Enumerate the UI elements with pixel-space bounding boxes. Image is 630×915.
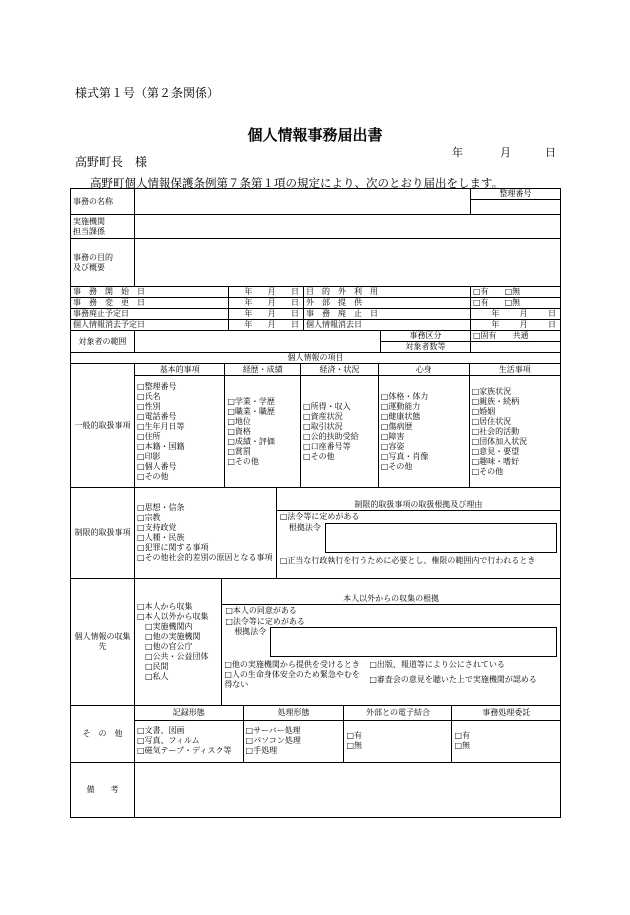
checkbox-item[interactable]: □ 社会的活動: [472, 427, 558, 437]
checkbox-item[interactable]: □ 写真、フィルム: [137, 736, 241, 746]
checkbox-item[interactable]: □ 団体加入状況: [472, 437, 558, 447]
office-name-field[interactable]: [135, 189, 471, 215]
checkbox-item[interactable]: □ その他社会的差別の原因となる事項: [137, 553, 274, 563]
intro-text: 高野町個人情報保護条例第７条第１項の規定により、次のとおり届出をします。: [90, 176, 504, 190]
checkbox-item[interactable]: □ 障害: [381, 432, 467, 442]
record-list: [135, 720, 243, 762]
checkbox-item[interactable]: □ 審査会の意見を聴いた上で実施機関が認める: [367, 670, 560, 690]
restricted-basis-header: 制限的取扱事項の取扱根拠及び理由: [277, 500, 560, 511]
col-external: 外部との電子結合: [344, 706, 452, 720]
delete-date-field[interactable]: 年 月 日: [471, 320, 561, 331]
checkbox-item[interactable]: □ 文書、図画: [137, 726, 241, 736]
checkbox-item[interactable]: □ 民間: [137, 662, 219, 672]
checkbox-item[interactable]: □ 氏名: [137, 392, 222, 402]
checkbox-item[interactable]: □ 資産状況: [303, 412, 376, 422]
checkbox-item[interactable]: □ 趣味・嗜好: [472, 457, 558, 467]
agency-label: 実施機関 担当課係: [71, 215, 135, 239]
col-outsource: 事務処理委託: [452, 706, 560, 720]
agency-field[interactable]: [135, 215, 561, 239]
checkbox-item[interactable]: □ その他: [381, 462, 467, 472]
restricted-list: [135, 488, 276, 578]
checkbox-item[interactable]: □ 運動能力: [381, 402, 467, 412]
checkbox-item[interactable]: □ 公共・公益団体: [137, 652, 219, 662]
checkbox-item[interactable]: □ 磁気テープ・ディスク等: [137, 746, 241, 756]
change-date-field[interactable]: 年 月 日: [229, 298, 304, 309]
checkbox-item[interactable]: □ 性別: [137, 402, 222, 412]
remarks-field[interactable]: [135, 763, 561, 818]
abolish-date-field[interactable]: 年 月 日: [471, 309, 561, 320]
checkbox-item[interactable]: □ その他: [227, 457, 298, 467]
checkbox-item[interactable]: □ 居住状況: [472, 417, 558, 427]
basis-law-label: 根拠法令: [288, 523, 321, 532]
restricted-section: [135, 488, 561, 579]
checkbox-item[interactable]: □ 職業・職歴: [227, 407, 298, 417]
checkbox-item[interactable]: □ 賞罰: [227, 447, 298, 457]
checkbox-item[interactable]: □ 手処理: [246, 746, 342, 756]
checkbox-item[interactable]: □ 健康状態: [381, 412, 467, 422]
outside-use-field[interactable]: □ 有 □ 無: [471, 287, 561, 298]
delete-label: 個人情報消去日: [304, 320, 471, 331]
life-list: [469, 376, 560, 487]
subject-range-field[interactable]: [135, 331, 381, 353]
external-list: [344, 720, 452, 762]
outsource-list: [452, 720, 560, 762]
checkbox-item[interactable]: □ 無: [346, 741, 449, 751]
restricted-basis: [276, 488, 560, 578]
checkbox-item[interactable]: □ 個人番号: [137, 462, 222, 472]
checkbox-item[interactable]: □ 容姿: [381, 442, 467, 452]
checkbox-item[interactable]: □ 家族状況: [472, 387, 558, 397]
basis-law-label: 根拠法令: [234, 627, 267, 636]
start-date-field[interactable]: 年 月 日: [229, 287, 304, 298]
start-label: 事 務 開 始 日: [71, 287, 229, 298]
general-label: 一般的取扱事項: [71, 364, 135, 488]
collection-basis: [222, 579, 560, 705]
col-basic: 基本的事項: [135, 364, 225, 376]
checkbox-item[interactable]: □ 犯罪に関する事項: [137, 543, 274, 553]
checkbox-item[interactable]: □ 整理番号: [137, 382, 222, 392]
checkbox-item[interactable]: □ 傷病歴: [381, 422, 467, 432]
reg-number-cell[interactable]: [471, 189, 561, 215]
checkbox-item[interactable]: □ 本籍・国籍: [137, 442, 222, 452]
col-mind-body: 心身: [378, 364, 469, 376]
registration-form: [70, 188, 561, 818]
checkbox-item[interactable]: □ 生年月日等: [137, 422, 222, 432]
subject-range-label: 対象者の範囲: [71, 331, 135, 353]
checkbox-item[interactable]: □ 印影: [137, 452, 222, 462]
checkbox-item[interactable]: □ 住所: [137, 432, 222, 442]
checkbox-item[interactable]: □ 他の実施機関: [137, 632, 219, 642]
basis-law-field[interactable]: [270, 627, 557, 657]
collection-basis-header: 本人以外からの収集の根拠: [222, 594, 560, 605]
checkbox-item[interactable]: □ 資格: [227, 427, 298, 437]
checkbox-item[interactable]: □ 成績・評価: [227, 437, 298, 447]
checkbox-item[interactable]: □ 支持政党: [137, 523, 274, 533]
economy-list: [301, 376, 379, 487]
checkbox-item[interactable]: □ 思想・信条: [137, 503, 274, 513]
external-provide-field[interactable]: □ 有 □ 無: [471, 298, 561, 309]
delete-plan-date-field[interactable]: 年 月 日: [229, 320, 304, 331]
purpose-label: 事務の目的 及び概要: [71, 239, 135, 287]
checkbox-item[interactable]: □ その他: [303, 452, 376, 462]
checkbox-item[interactable]: □ 地位: [227, 417, 298, 427]
purpose-field[interactable]: [135, 239, 561, 287]
checkbox-item[interactable]: □ 婚姻: [472, 407, 558, 417]
col-economy: 経済・状況: [301, 364, 379, 376]
checkbox-item[interactable]: □ 正当な行政執行を行うために必要とし、権限の範囲内で行われるとき: [277, 553, 560, 566]
col-career: 経歴・成績: [225, 364, 301, 376]
abolish-plan-label: 事務廃止予定日: [71, 309, 229, 320]
checkbox-item[interactable]: □ サーバー処理: [246, 726, 342, 736]
checkbox-item[interactable]: □ 無: [454, 741, 558, 751]
checkbox-item[interactable]: □ パソコン処理: [246, 736, 342, 746]
checkbox-item[interactable]: □ 口座番号等: [303, 442, 376, 452]
addressee: 高野町長 様: [75, 155, 148, 169]
checkbox-item[interactable]: □ 学業・学歴: [227, 397, 298, 407]
other-label: そ の 他: [71, 706, 135, 763]
checkbox-item[interactable]: □ 法令等に定めがある: [277, 511, 560, 523]
collection-label: 個人情報の収集先: [71, 579, 135, 706]
checkbox-item[interactable]: □ 本人の同意がある: [222, 605, 560, 617]
change-label: 事 務 変 更 日: [71, 298, 229, 309]
checkbox-item[interactable]: □ 他の実施機関から提供を受けるとき: [222, 660, 367, 670]
checkbox-item[interactable]: □ 本人以外から収集: [137, 612, 219, 622]
checkbox-item[interactable]: □ 法令等に定めがある: [222, 617, 560, 627]
remarks-label: 備 考: [71, 763, 135, 818]
collection-source-list: [135, 579, 222, 705]
checkbox-item[interactable]: □ 宗教: [137, 513, 274, 523]
checkbox-item[interactable]: □ その他: [472, 467, 558, 477]
checkbox-item[interactable]: □ 出版、報道等により公にされている: [367, 660, 560, 670]
checkbox-item[interactable]: □ 人の生命身体安全のため緊急やむを得ない: [222, 670, 367, 690]
checkbox-item[interactable]: □ 他の官公庁: [137, 642, 219, 652]
checkbox-item[interactable]: □ 有: [454, 731, 558, 741]
date-year: 年: [452, 146, 463, 159]
subject-count-label: 対象者数等: [381, 342, 471, 353]
date-day: 日: [545, 146, 556, 159]
form-number: 様式第１号（第２条関係）: [75, 86, 220, 100]
career-list: [225, 376, 301, 487]
process-list: [243, 720, 344, 762]
checkbox-item[interactable]: □ 所得・収入: [303, 402, 376, 412]
checkbox-item[interactable]: □ 人種・民族: [137, 533, 274, 543]
outside-use-label: 目 的 外 利 用: [304, 287, 471, 298]
general-items: [135, 364, 561, 488]
checkbox-item[interactable]: □ 私人: [137, 672, 219, 682]
document-title: 個人情報事務届出書: [247, 126, 383, 144]
checkbox-item[interactable]: □ 写真・肖像: [381, 452, 467, 462]
abolish-plan-date-field[interactable]: 年 月 日: [229, 309, 304, 320]
checkbox-item[interactable]: □ 電話番号: [137, 412, 222, 422]
delete-plan-label: 個人情報消去予定日: [71, 320, 229, 331]
subject-count-field[interactable]: [471, 342, 561, 353]
abolish-label: 事 務 廃 止 日: [304, 309, 471, 320]
basis-law-field[interactable]: [325, 523, 557, 553]
office-class-label: 事務区分: [381, 331, 471, 342]
col-life: 生活事項: [469, 364, 560, 376]
other-section: [135, 706, 561, 763]
checkbox-item[interactable]: □ 体格・体力: [381, 392, 467, 402]
checkbox-item[interactable]: □ 親族・続柄: [472, 397, 558, 407]
checkbox-item[interactable]: □ 意見・要望: [472, 447, 558, 457]
checkbox-item[interactable]: □ 公的扶助受給: [303, 432, 376, 442]
items-header: 個人情報の項目: [71, 353, 561, 364]
checkbox-item[interactable]: □ 取引状況: [303, 422, 376, 432]
checkbox-item[interactable]: □ 有: [346, 731, 449, 741]
checkbox-item[interactable]: □ その他: [137, 472, 222, 482]
col-record: 記録形態: [135, 706, 243, 720]
external-provide-label: 外 部 提 供: [304, 298, 471, 309]
reg-number-label: 整理番号: [471, 189, 560, 200]
checkbox-item[interactable]: □ 本人から収集: [137, 602, 219, 612]
collection-section: [135, 579, 561, 706]
checkbox-item[interactable]: □ 実施機関内: [137, 622, 219, 632]
office-name-label: 事務の名称: [71, 189, 135, 215]
mind-body-list: [378, 376, 469, 487]
col-process: 処理形態: [243, 706, 344, 720]
office-class-field[interactable]: □ 固有 共通: [471, 331, 561, 342]
basic-list: [135, 376, 225, 487]
restricted-label: 制限的取扱事項: [71, 488, 135, 579]
date-month: 月: [500, 146, 511, 159]
